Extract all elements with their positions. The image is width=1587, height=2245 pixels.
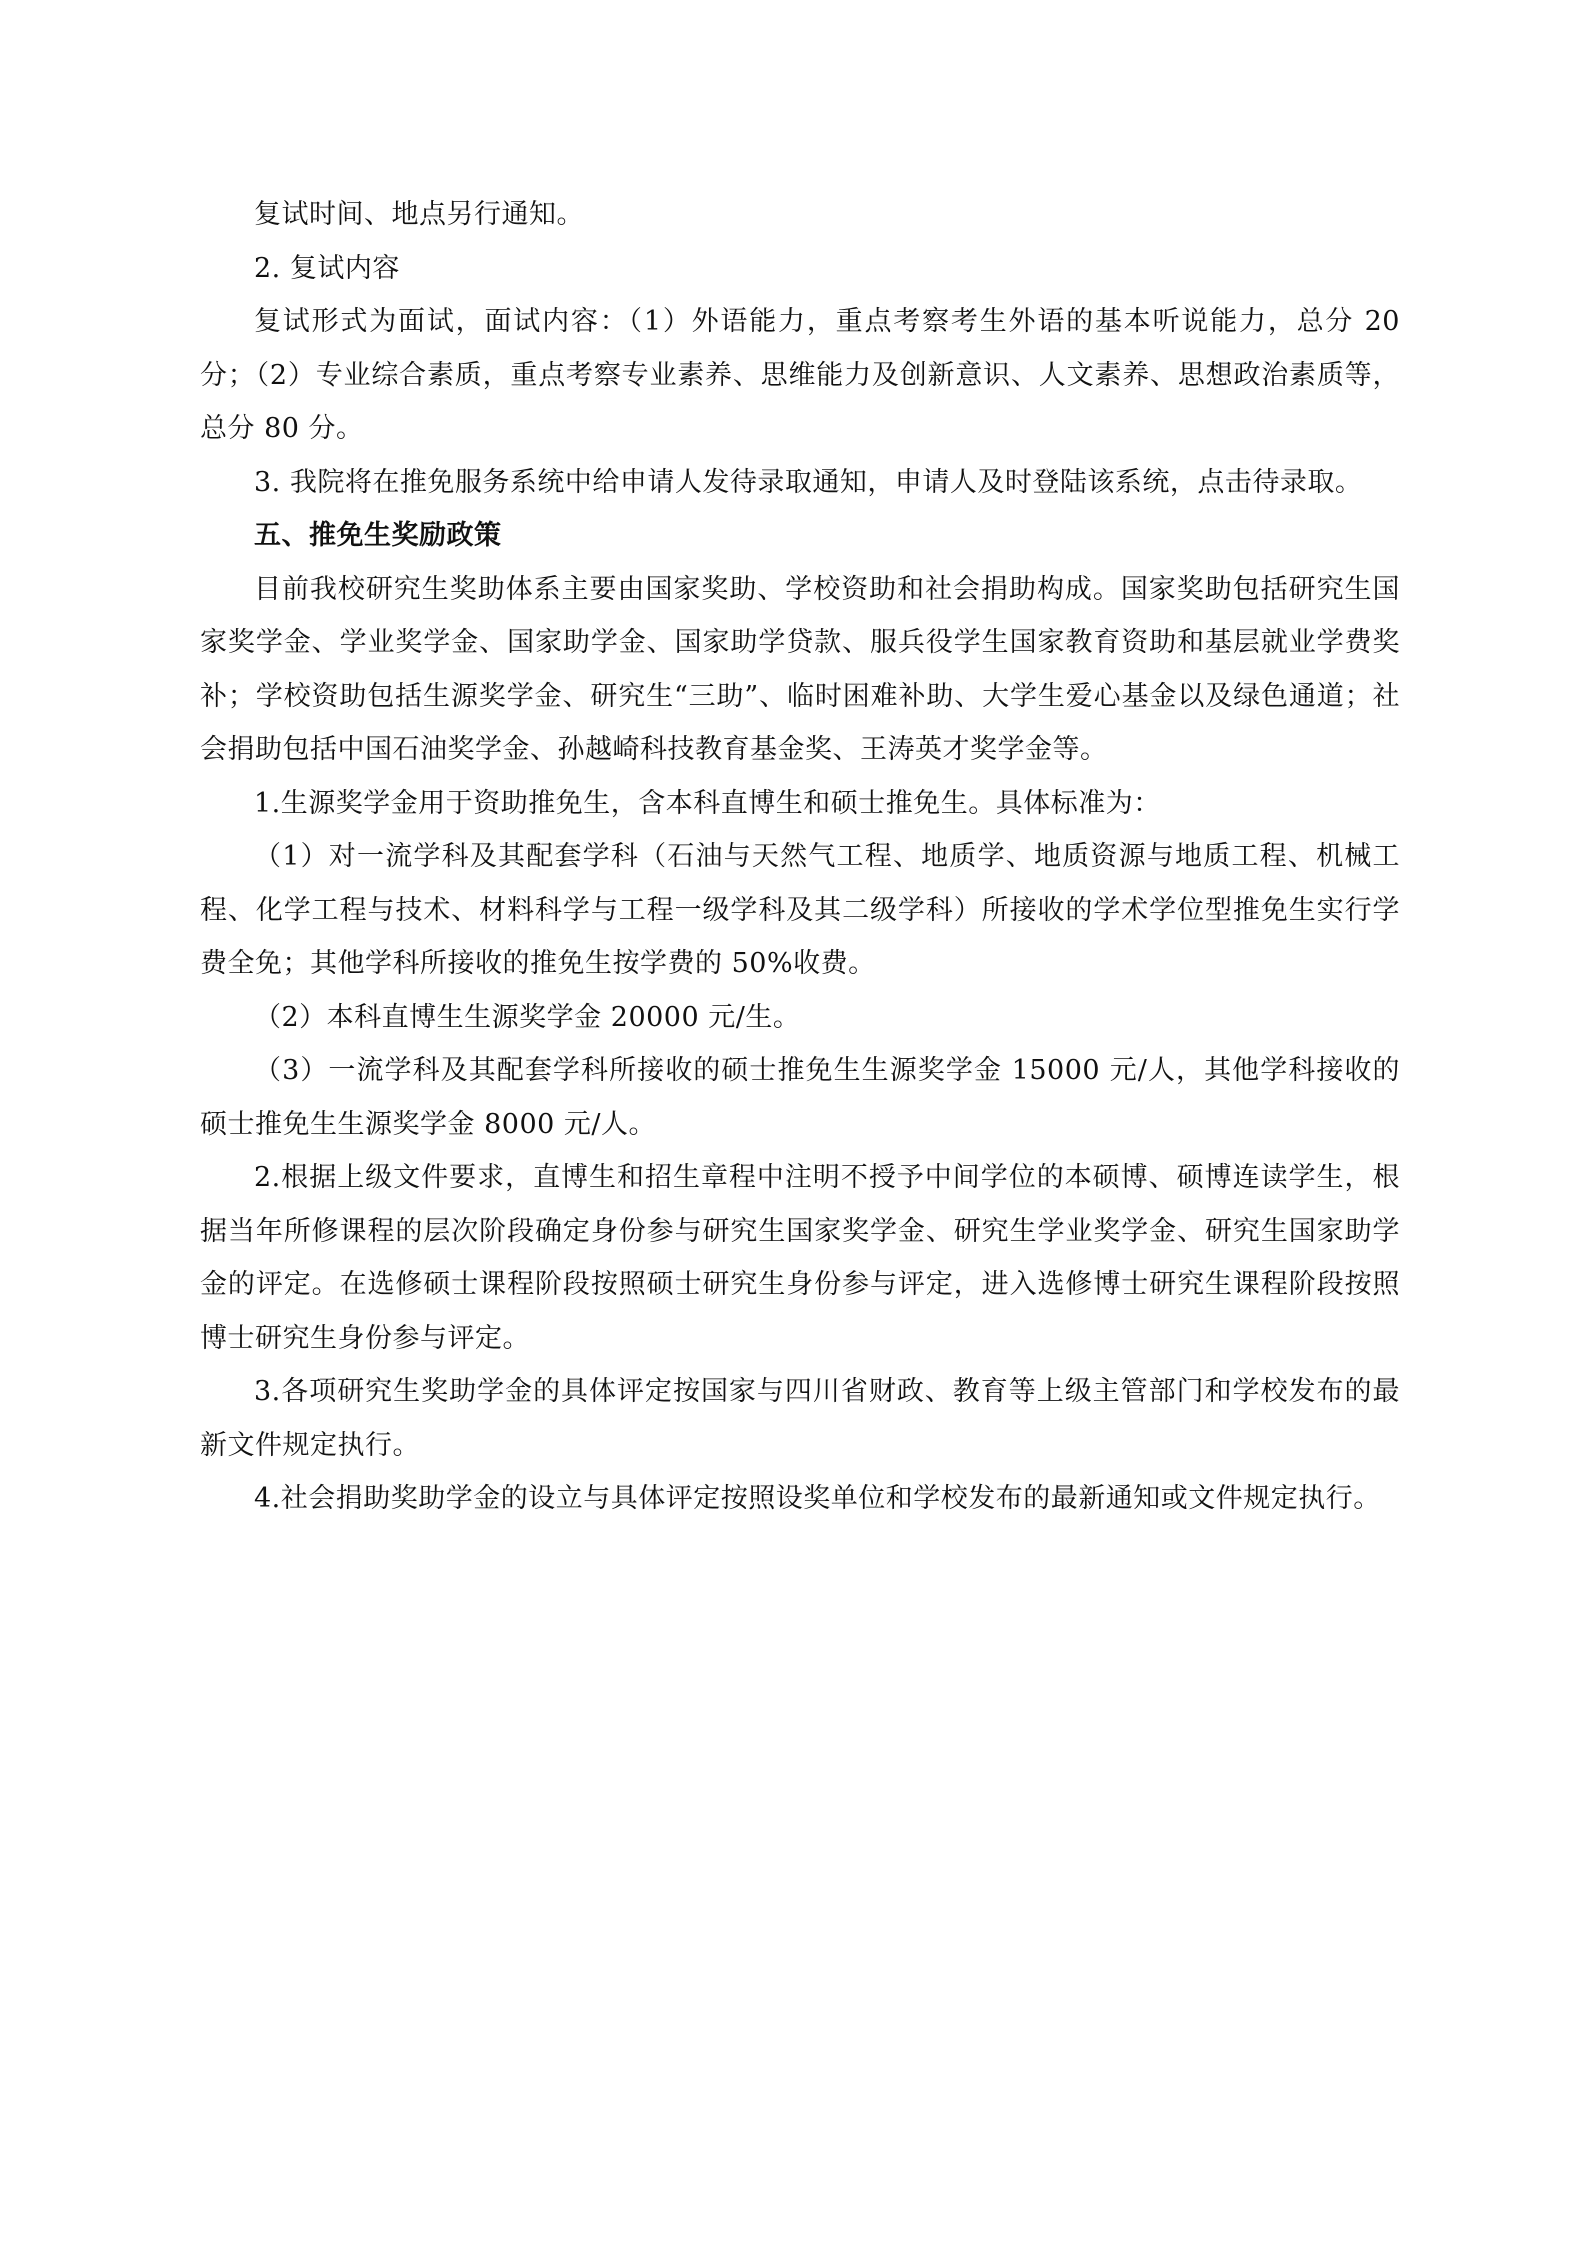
paragraph-retest-content-title: 2. 复试内容	[254, 252, 400, 284]
paragraph-admission-notice: 3. 我院将在推免服务系统中给申请人发待录取通知，申请人及时登陆该系统，点击待录取。	[254, 466, 1363, 498]
paragraph-direct-phd-scholarship: （2）本科直博生生源奖学金 20000 元/生。	[254, 1001, 801, 1033]
paragraph-scholarship-system: 目前我校研究生奖助体系主要由国家奖助、学校资助和社会捐助构成。国家奖助包括研究生国家奖学金、学业奖学金、国家助学金、国家助学贷款、服兵役学生国家教育资助和基层就业学费奖补；学校资助包括生源奖学金、研究生“三助”、临时困难补助、大学生爱心基金以及绿色通道；社会捐助包括中国石油奖学金、孙越崎科技教育基金奖、王涛英才奖学金等。	[200, 573, 1400, 765]
paragraph-social-donation-rules: 4.社会捐助奖助学金的设立与具体评定按照设奖单位和学校发布的最新通知或文件规定执行。	[254, 1483, 1381, 1514]
document-body	[200, 188, 1400, 1526]
section-heading-scholarship-policy: 五、推免生奖励政策	[254, 520, 502, 551]
paragraph-source-scholarship: 1.生源奖学金用于资助推免生，含本科直博生和硕士推免生。具体标准为：	[254, 787, 1161, 819]
paragraph-retest-format: 复试形式为面试，面试内容：（1）外语能力，重点考察考生外语的基本听说能力，总分 20 分；（2）专业综合素质，重点考察专业素养、思维能力及创新意识、人文素养、思想政治素质等，总分 80 分。	[200, 306, 1400, 444]
paragraph-master-scholarship: （3）一流学科及其配套学科所接收的硕士推免生生源奖学金 15000 元/人，其他学科接收的硕士推免生生源奖学金 8000 元/人。	[200, 1055, 1400, 1140]
paragraph-evaluation-rules: 3.各项研究生奖助学金的具体评定按国家与四川省财政、教育等上级主管部门和学校发布的最新文件规定执行。	[200, 1376, 1400, 1461]
paragraph-retest-notice: 复试时间、地点另行通知。	[254, 199, 584, 230]
paragraph-tuition-waiver: （1）对一流学科及其配套学科（石油与天然气工程、地质学、地质资源与地质工程、机械工程、化学工程与技术、材料科学与工程一级学科及其二级学科）所接收的学术学位型推免生实行学费全免；其他学科所接收的推免生按学费的 50%收费。	[200, 841, 1400, 979]
paragraph-evaluation-identity: 2.根据上级文件要求，直博生和招生章程中注明不授予中间学位的本硕博、硕博连读学生，根据当年所修课程的层次阶段确定身份参与研究生国家奖学金、研究生学业奖学金、研究生国家助学金的评定。在选修硕士课程阶段按照硕士研究生身份参与评定，进入选修博士研究生课程阶段按照博士研究生身份参与评定。	[200, 1162, 1400, 1354]
